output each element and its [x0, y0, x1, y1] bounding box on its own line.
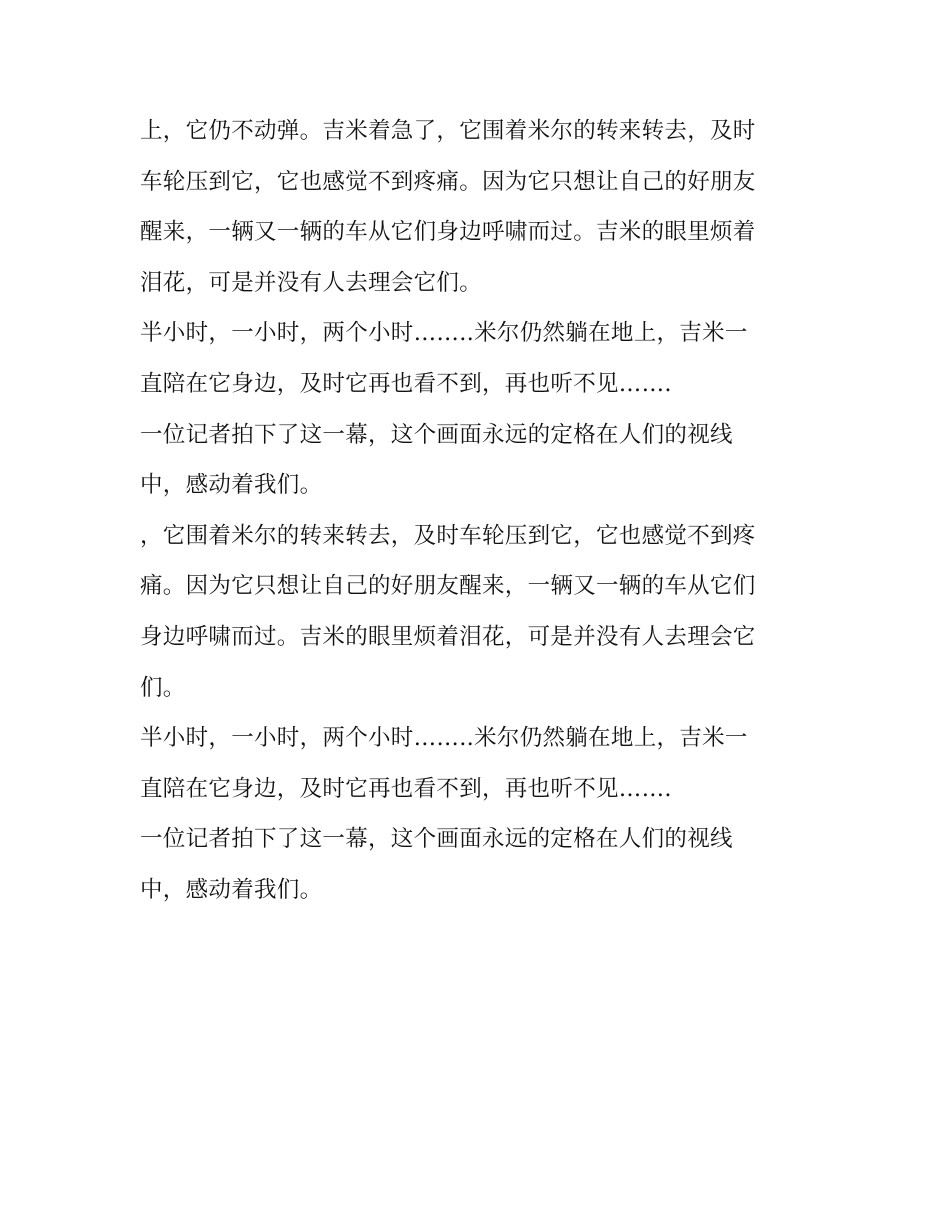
text-line: 半小时，一小时，两个小时……..米尔仍然躺在地上，吉米一: [140, 320, 748, 347]
text-line: 车轮压到它，它也感觉不到疼痛。因为它只想让自己的好朋友: [140, 168, 756, 195]
text-line: 泪花，可是并没有人去理会它们。: [140, 269, 483, 296]
text-line: 痛。因为它只想让自己的好朋友醒来，一辆又一辆的车从它们: [140, 573, 756, 600]
document-body: [140, 106, 830, 916]
text-line: ，它围着米尔的转来转去，及时车轮压到它，它也感觉不到疼: [140, 522, 756, 549]
text-line: 一位记者拍下了这一幕，这个画面永远的定格在人们的视线: [140, 421, 733, 448]
text-line: 中，感动着我们。: [140, 876, 323, 903]
text-line: 中，感动着我们。: [140, 472, 323, 499]
text-line: 直陪在它身边，及时它再也看不到，再也听不见…….: [140, 370, 672, 397]
text-line: 们。: [140, 674, 186, 701]
text-line: 上，它仍不动弹。吉米着急了，它围着米尔的转来转去，及时: [140, 118, 756, 144]
text-line: 半小时，一小时，两个小时……..米尔仍然躺在地上，吉米一: [140, 725, 748, 752]
text-line: 直陪在它身边，及时它再也看不到，再也听不见…….: [140, 775, 672, 802]
text-line: 醒来，一辆又一辆的车从它们身边呼啸而过。吉米的眼里烦着: [140, 219, 756, 246]
text-line: 身边呼啸而过。吉米的眼里烦着泪花，可是并没有人去理会它: [140, 623, 756, 650]
text-line: 一位记者拍下了这一幕，这个画面永远的定格在人们的视线: [140, 826, 733, 853]
